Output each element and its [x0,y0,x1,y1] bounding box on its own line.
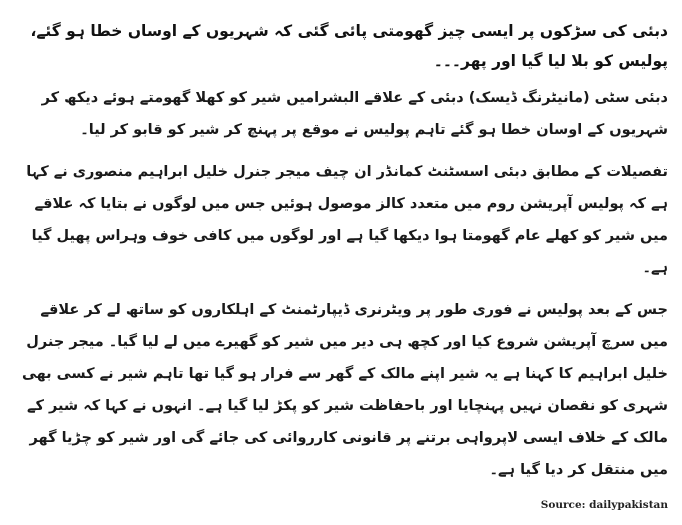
article-headline: دبئی کی سڑکوں پر ایسی چیز گھومتی پائی گئی کہ شہریوں کے اوساں خطا ہو گئے، پولیس کو بلا لیا گیا اور پھر۔۔۔ [30,22,668,70]
article-paragraph-3: جس کے بعد پولیس نے فوری طور پر ویٹرنری ڈیپارٹمنٹ کے اہلکاروں کو ساتھ لے کر علاقے میں سرچ آپریشن شروع کیا اور کچھ ہی دیر میں شیر کو گھیرے میں لے لیا گیا۔ میجر جنرل خلیل ابراہیم کا کہنا ہے یہ شیر اپنے مالک کے گھر سے فرار ہو گیا تھا تاہم شیر نے کسی بھی شہری کو نقصان نہیں پہنچایا اور باحفاظت شیر کو پکڑ لیا گیا ہے۔ انہوں نے کہا کہ شیر کے مالک کے خلاف ایسی لاپرواہی برتنے پر قانونی کارروائی کی جائے گی اور شیر کو چڑیا گھر میں منتقل کر دیا گیا ہے۔ [21,302,668,478]
news-article [14,16,668,496]
article-paragraph-1: دبئی سٹی (مانیٹرنگ ڈیسک) دبئی کے علاقے البشرامیں شیر کو کھلا گھومتے ہوئے دیکھ کر شہریوں کے اوسان خطا ہو گئے تاہم پولیس نے موقع پر پہنچ کر شیر کو قابو کر لیا۔ [41,90,668,138]
source-credit: Source: dailypakistan [540,499,668,511]
article-paragraph-2: تفصیلات کے مطابق دبئی اسسٹنٹ کمانڈر ان چیف میجر جنرل خلیل ابراہیم منصوری نے کہا ہے کہ پولیس آپریشن روم میں متعدد کالز موصول ہوئیں جس میں لوگوں نے بتایا کہ علاقے میں شیر کو کھلے عام گھومتا ہوا دیکھا گیا ہے اور لوگوں میں کافی خوف وہراس پھیل گیا ہے۔ [26,164,668,276]
